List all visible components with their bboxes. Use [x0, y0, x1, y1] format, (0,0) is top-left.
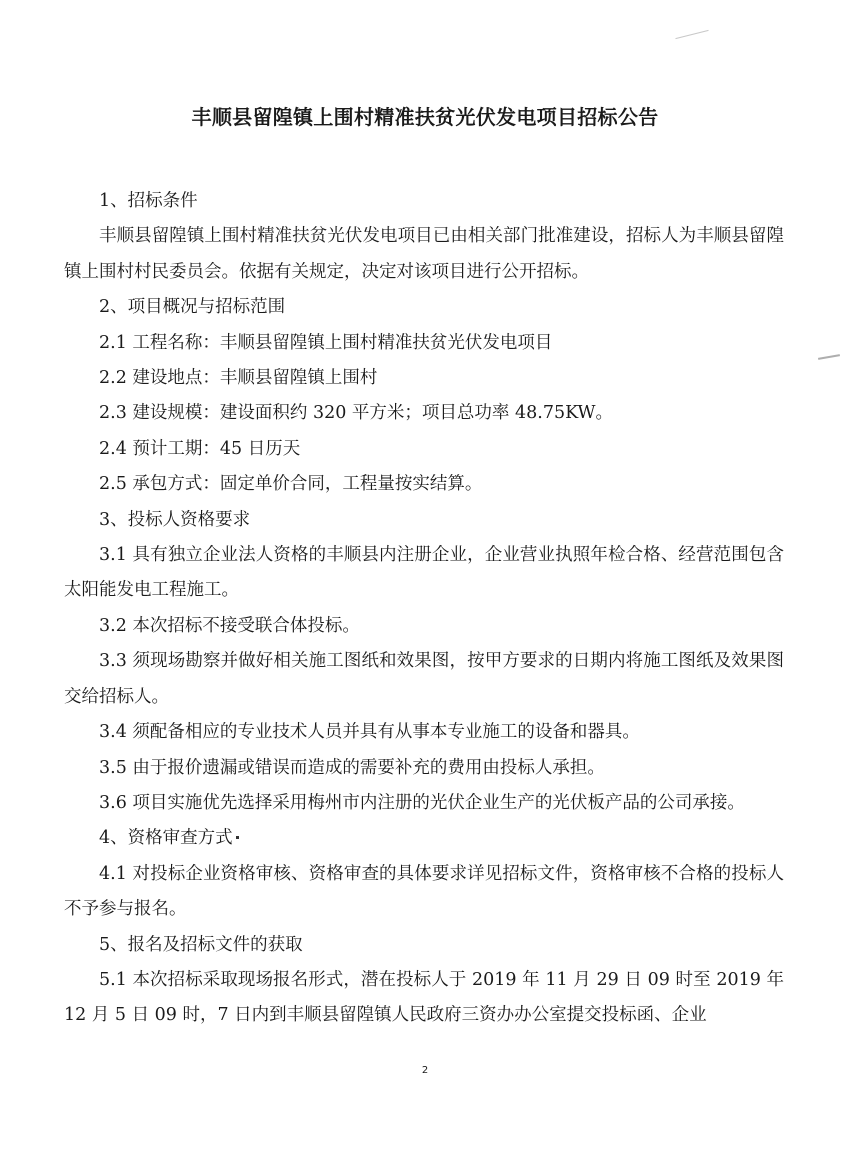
body-paragraph: 5.1 本次招标采取现场报名形式，潜在投标人于 2019 年 11 月 29 日 09 时至 2019 年 12 月 5 日 09 时，7 日内到丰顺县留隍镇人民政府三资办办公室提交投标函、企业 — [64, 969, 784, 1026]
body-paragraph: 2.4 预计工期：45 日历天 — [99, 438, 301, 459]
body-paragraph: 4.1 对投标企业资格审核、资格审查的具体要求详见招标文件，资格审核不合格的投标人不予参与报名。 — [64, 863, 784, 920]
body-paragraph: 2.3 建设规模：建设面积约 320 平方米；项目总功率 48.75KW。 — [99, 403, 614, 424]
section-heading: 1、招标条件 — [99, 191, 198, 211]
body-paragraph: 3.3 须现场勘察并做好相关施工图纸和效果图，按甲方要求的日期内将施工图纸及效果图交给招标人。 — [64, 651, 784, 707]
document-title: 丰顺县留隍镇上围村精准扶贫光伏发电项目招标公告 — [191, 105, 659, 129]
section-heading: 3、投标人资格要求 — [99, 509, 251, 530]
section-heading: 2、项目概况与招标范围 — [99, 297, 286, 318]
body-paragraph: 丰顺县留隍镇上围村精准扶贫光伏发电项目已由相关部门批准建设，招标人为丰顺县留隍镇上围村村民委员会。依据有关规定，决定对该项目进行公开招标。 — [64, 226, 784, 282]
page-number: 2 — [421, 1065, 429, 1076]
body-paragraph: 3.1 具有独立企业法人资格的丰顺县内注册企业，企业营业执照年检合格、经营范围包含太阳能发电工程施工。 — [64, 545, 784, 601]
body-paragraph: 2.5 承包方式：固定单价合同，工程量按实结算。 — [99, 474, 483, 495]
body-paragraph: 3.4 须配备相应的专业技术人员并具有从事本专业施工的设备和器具。 — [99, 722, 640, 743]
body-paragraph: 2.2 建设地点：丰顺县留隍镇上围村 — [99, 368, 378, 389]
body-paragraph: 3.6 项目实施优先选择采用梅州市内注册的光伏企业生产的光伏板产品的公司承接。 — [99, 792, 745, 813]
body-paragraph: 2.1 工程名称：丰顺县留隍镇上围村精准扶贫光伏发电项目 — [99, 332, 553, 353]
section-heading: 5、报名及招标文件的获取 — [99, 934, 303, 955]
scan-artifact-mark — [818, 354, 840, 360]
body-paragraph: 3.2 本次招标不接受联合体投标。 — [99, 615, 360, 636]
document-body — [64, 184, 784, 1034]
section-heading: 4、资格审查方式 — [99, 828, 233, 849]
body-paragraph: 3.5 由于报价遗漏或错误而造成的需要补充的费用由投标人承担。 — [99, 757, 605, 778]
scan-artifact-mark — [675, 30, 708, 39]
